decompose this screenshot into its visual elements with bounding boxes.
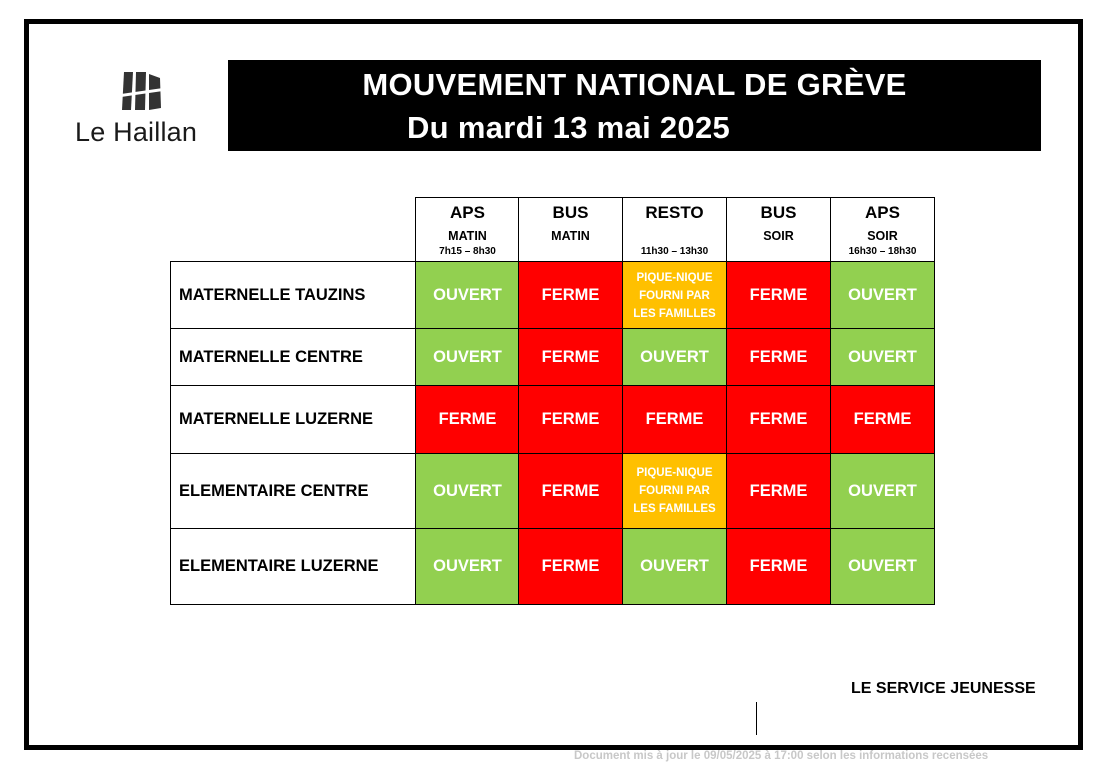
row-label: MATERNELLE TAUZINS [170, 261, 416, 330]
status-cell: OUVERT [830, 528, 935, 605]
row-label: MATERNELLE CENTRE [170, 328, 416, 386]
status-cell: FERME [726, 261, 831, 330]
column-header-1 [415, 197, 520, 262]
status-cell: OUVERT [622, 528, 727, 605]
banner-title: MOUVEMENT NATIONAL DE GRÈVE [362, 67, 907, 102]
column-title: RESTO [645, 203, 704, 222]
status-cell: OUVERT [830, 261, 935, 330]
banner-date: Du mardi 13 mai 2025 [407, 110, 731, 145]
update-footnote: Document mis à jour le 09/05/2025 à 17:00 selon les informations recensées [574, 750, 989, 762]
status-cell: FERME [518, 453, 623, 529]
column-title: APS [450, 203, 485, 222]
row-label: MATERNELLE LUZERNE [170, 385, 416, 454]
status-cell: OUVERT [415, 328, 520, 386]
column-title: BUS [552, 203, 589, 222]
column-subtitle: SOIR [867, 229, 898, 243]
column-title: APS [865, 203, 900, 222]
signature: LE SERVICE JEUNESSE [851, 680, 1036, 697]
title-banner [228, 60, 1041, 151]
status-cell: OUVERT [415, 528, 520, 605]
status-cell: OUVERT [830, 453, 935, 529]
status-cell: FERME [518, 385, 623, 454]
status-cell: FERME [518, 528, 623, 605]
row-label: ELEMENTAIRE CENTRE [170, 453, 416, 529]
status-cell: FERME [830, 385, 935, 454]
status-cell: OUVERT [415, 261, 520, 330]
le-haillan-logo-mark [121, 70, 163, 112]
status-cell: FERME [518, 261, 623, 330]
status-cell: FERME [415, 385, 520, 454]
status-cell: OUVERT [415, 453, 520, 529]
column-subtitle: SOIR [763, 229, 794, 243]
column-header-3 [622, 197, 727, 262]
column-header-2 [518, 197, 623, 262]
status-cell: FERME [726, 453, 831, 529]
status-cell: OUVERT [830, 328, 935, 386]
status-cell: PIQUE-NIQUE FOURNI PAR LES FAMILLES [622, 261, 727, 330]
column-hours: 16h30 – 18h30 [848, 246, 917, 257]
status-cell: PIQUE-NIQUE FOURNI PAR LES FAMILLES [622, 453, 727, 529]
status-cell: FERME [622, 385, 727, 454]
status-cell: OUVERT [622, 328, 727, 386]
column-hours: 7h15 – 8h30 [439, 246, 496, 257]
divider [756, 702, 757, 735]
column-subtitle: MATIN [448, 229, 487, 243]
column-header-4 [726, 197, 831, 262]
column-header-5 [830, 197, 935, 262]
status-cell: FERME [518, 328, 623, 386]
column-subtitle: MATIN [551, 229, 590, 243]
status-cell: FERME [726, 528, 831, 605]
status-cell: FERME [726, 385, 831, 454]
row-label: ELEMENTAIRE LUZERNE [170, 528, 416, 605]
status-cell: FERME [726, 328, 831, 386]
column-hours: 11h30 – 13h30 [640, 246, 709, 257]
logo [75, 70, 215, 150]
logo-wordmark: Le Haillan [75, 117, 198, 147]
column-title: BUS [760, 203, 797, 222]
